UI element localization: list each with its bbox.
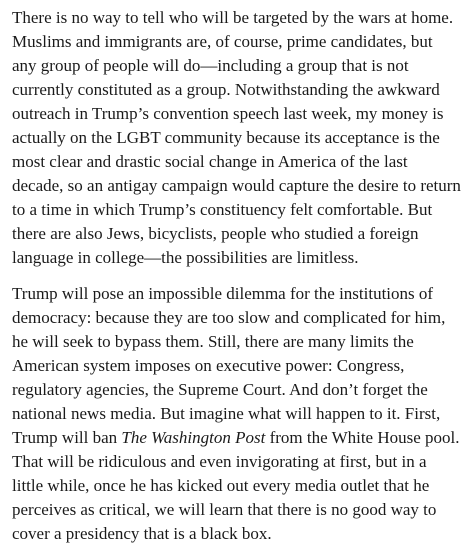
- text-line: Trump will pose an impossible dilemma for the institutions of: [12, 284, 434, 303]
- text-line: regulatory agencies, the Supreme Court. And don’t forget the: [12, 380, 428, 399]
- text-line: national news media. But imagine what will happen to it. First,: [12, 404, 441, 423]
- publication-title: The Washington Post: [121, 428, 266, 447]
- text-line: any group of people will do—including a group that is not: [12, 56, 409, 75]
- text-line: outreach in Trump’s convention speech last week, my money is: [12, 104, 444, 123]
- paragraph-2: [12, 282, 470, 546]
- text-segment: from the White House pool.: [265, 428, 460, 447]
- text-line: there are also Jews, bicyclists, people who studied a foreign: [12, 224, 419, 243]
- text-segment: Trump will ban: [12, 428, 122, 447]
- text-line: democracy: because they are too slow and complicated for him,: [12, 308, 446, 327]
- text-line: decade, so an antigay campaign would capture the desire to return: [12, 176, 461, 195]
- text-line: language in college—the possibilities are limitless.: [12, 248, 359, 267]
- text-line-with-italic: [12, 426, 470, 450]
- text-line: currently constituted as a group. Notwithstanding the awkward: [12, 80, 440, 99]
- text-line: There is no way to tell who will be targeted by the wars at home.: [12, 8, 454, 27]
- text-line: American system imposes on executive power: Congress,: [12, 356, 405, 375]
- text-line: That will be ridiculous and even invigorating at first, but in a: [12, 452, 427, 471]
- text-line: little while, once he has kicked out every media outlet that he: [12, 476, 430, 495]
- paragraph-1: [12, 6, 470, 270]
- text-line: perceives as critical, we will learn that there is no good way to: [12, 500, 437, 519]
- text-line: he will seek to bypass them. Still, there are many limits the: [12, 332, 414, 351]
- text-line: to a time in which Trump’s constituency felt comfortable. But: [12, 200, 433, 219]
- article-body: [12, 6, 470, 558]
- text-line: actually on the LGBT community because its acceptance is the: [12, 128, 440, 147]
- text-line: cover a presidency that is a black box.: [12, 524, 272, 543]
- text-line: Muslims and immigrants are, of course, prime candidates, but: [12, 32, 433, 51]
- text-line: most clear and drastic social change in America of the last: [12, 152, 408, 171]
